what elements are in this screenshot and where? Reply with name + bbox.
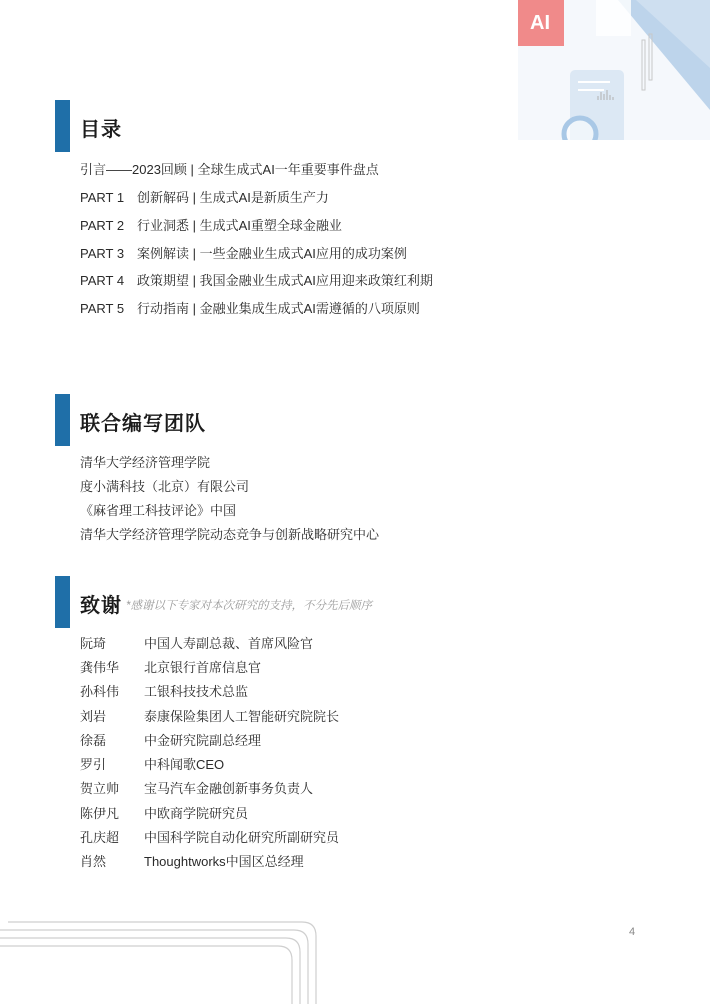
toc-part-label: PART 4 bbox=[80, 273, 125, 288]
toc-part-label: PART 2 bbox=[80, 218, 125, 233]
ack-role: 北京银行首席信息官 bbox=[144, 660, 262, 675]
toc-item bbox=[80, 187, 329, 206]
toc-item bbox=[80, 298, 420, 317]
toc-item bbox=[80, 270, 433, 289]
ack-accent-bar bbox=[55, 576, 70, 628]
ack-row bbox=[80, 681, 248, 700]
ack-name: 刘岩 bbox=[80, 709, 107, 724]
ack-row bbox=[80, 754, 224, 773]
team-member: 度小满科技（北京）有限公司 bbox=[80, 479, 250, 494]
ack-name: 贺立帅 bbox=[80, 781, 120, 796]
ack-role: 中国科学院自动化研究所副研究员 bbox=[144, 830, 340, 845]
ack-name: 阮琦 bbox=[80, 636, 107, 651]
toc-item bbox=[80, 243, 407, 262]
toc-part-label: PART 5 bbox=[80, 301, 125, 316]
ack-name: 孔庆超 bbox=[80, 830, 120, 845]
team-heading-row bbox=[0, 394, 710, 446]
ack-role: 中金研究院副总经理 bbox=[144, 733, 262, 748]
toc-part-label: PART 3 bbox=[80, 246, 125, 261]
team-member: 《麻省理工科技评论》中国 bbox=[80, 503, 237, 518]
ack-section bbox=[0, 576, 710, 876]
ack-name: 徐磊 bbox=[80, 733, 107, 748]
ack-role: 中国人寿副总裁、首席风险官 bbox=[144, 636, 314, 651]
toc-part-label: PART 1 bbox=[80, 190, 125, 205]
toc-heading-row bbox=[0, 100, 710, 152]
ack-role: 宝马汽车金融创新事务负责人 bbox=[144, 781, 314, 796]
page-number: 4 bbox=[629, 926, 636, 938]
toc-section bbox=[0, 100, 710, 320]
toc-item bbox=[80, 215, 342, 234]
ack-note: *感谢以下专家对本次研究的支持，不分先后顺序 bbox=[126, 600, 372, 612]
ack-name: 陈伊凡 bbox=[80, 806, 120, 821]
ack-row bbox=[80, 778, 313, 797]
toc-title: 目录 bbox=[80, 119, 122, 141]
ack-name: 龚伟华 bbox=[80, 660, 120, 675]
ack-name: 罗引 bbox=[80, 757, 107, 772]
ack-row bbox=[80, 803, 248, 822]
team-member: 清华大学经济管理学院动态竞争与创新战略研究中心 bbox=[80, 527, 380, 542]
ack-title: 致谢 bbox=[80, 595, 122, 617]
team-member: 清华大学经济管理学院 bbox=[80, 455, 211, 470]
team-accent-bar bbox=[55, 394, 70, 446]
toc-accent-bar bbox=[55, 100, 70, 152]
ack-role: 中欧商学院研究员 bbox=[144, 806, 249, 821]
toc-item-text: 行业洞悉 | 生成式AI重塑全球金融业 bbox=[137, 218, 342, 233]
ack-role: 工银科技技术总监 bbox=[144, 684, 249, 699]
ack-role: Thoughtworks中国区总经理 bbox=[144, 854, 304, 869]
ack-row bbox=[80, 706, 339, 725]
ack-name: 肖然 bbox=[80, 854, 107, 869]
ack-row bbox=[80, 657, 261, 676]
ack-role: 泰康保险集团人工智能研究院院长 bbox=[144, 709, 340, 724]
ack-name: 孙科伟 bbox=[80, 684, 120, 699]
toc-item-text: 政策期望 | 我国金融业生成式AI应用迎来政策红利期 bbox=[137, 273, 433, 288]
ai-badge-text: AI bbox=[530, 12, 550, 34]
toc-item-text: 案例解读 | 一些金融业生成式AI应用的成功案例 bbox=[137, 246, 407, 261]
ack-row bbox=[80, 730, 261, 749]
ack-row bbox=[80, 827, 339, 846]
toc-intro: 引言——2023回顾 | 全球生成式AI一年重要事件盘点 bbox=[80, 162, 379, 177]
team-title: 联合编写团队 bbox=[80, 413, 206, 435]
ack-row bbox=[80, 851, 304, 870]
toc-item-text: 行动指南 | 金融业集成生成式AI需遵循的八项原则 bbox=[137, 301, 420, 316]
team-section bbox=[0, 394, 710, 554]
ack-row bbox=[80, 633, 313, 652]
ack-heading-row bbox=[0, 576, 710, 628]
corner-lines-decoration bbox=[0, 918, 330, 1004]
ack-role: 中科闻歌CEO bbox=[144, 757, 225, 772]
toc-item-text: 创新解码 | 生成式AI是新质生产力 bbox=[137, 190, 329, 205]
